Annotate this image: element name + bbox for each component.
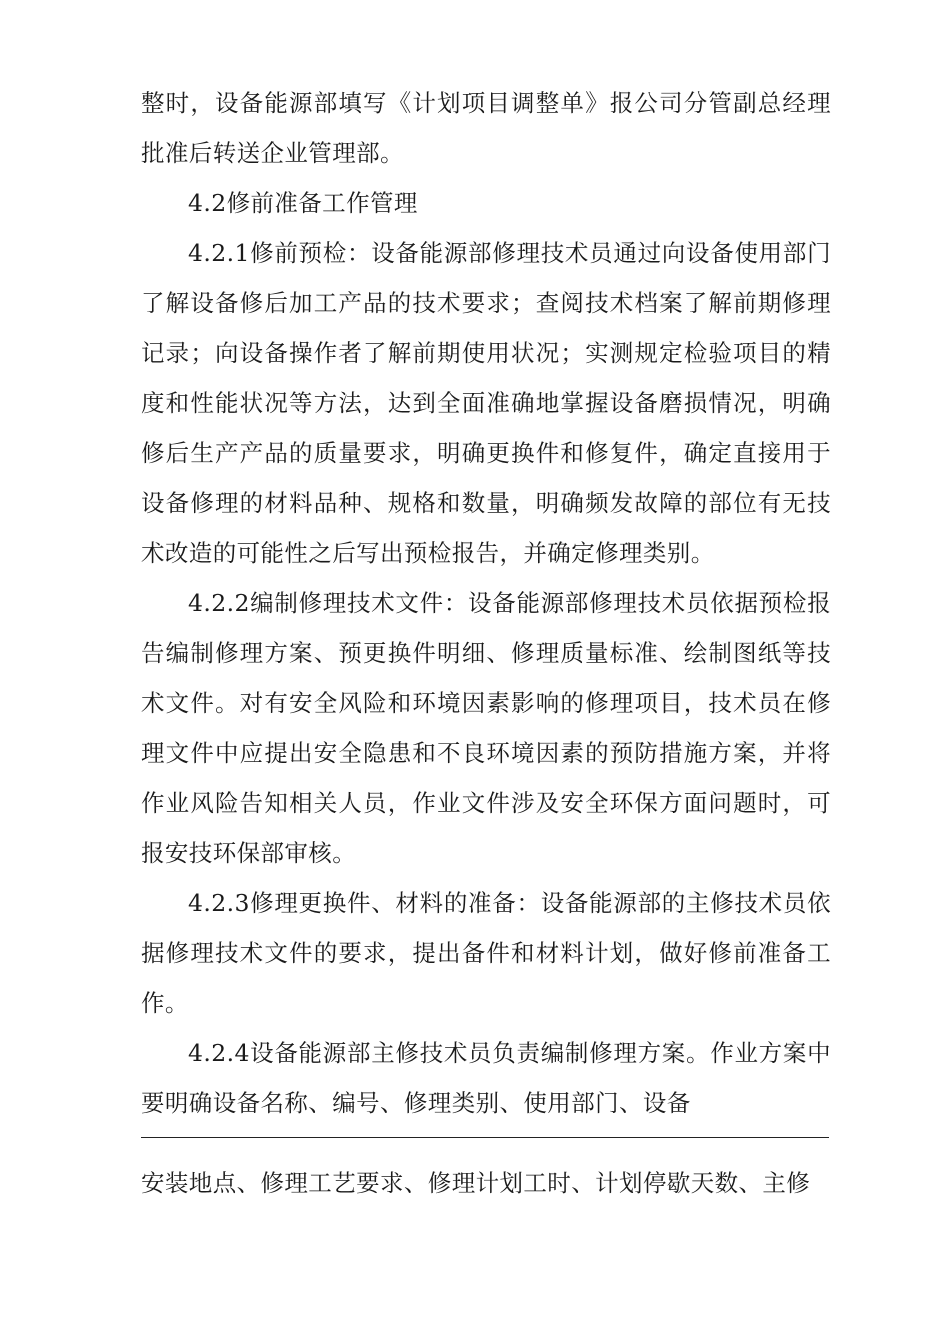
- document-body: [141, 78, 831, 1128]
- paragraph-4-2-1: 4.2.1修前预检：设备能源部修理技术员通过向设备使用部门了解设备修后加工产品的技术要求；查阅技术档案了解前期修理记录；向设备操作者了解前期使用状况；实测规定检验项目的精度和性能状况等方法，达到全面准确地掌握设备磨损情况，明确修后生产产品的质量要求，明确更换件和修复件，确定直接用于设备修理的材料品种、规格和数量，明确频发故障的部位有无技术改造的可能性之后写出预检报告，并确定修理类别。: [141, 239, 831, 567]
- paragraph-4-2-4: 4.2.4设备能源部主修技术员负责编制修理方案。作业方案中要明确设备名称、编号、修理类别、使用部门、设备: [141, 1039, 831, 1117]
- paragraph-continuation: 整时，设备能源部填写《计划项目调整单》报公司分管副总经理批准后转送企业管理部。: [141, 89, 831, 167]
- next-page-continuation: 安装地点、修理工艺要求、修理计划工时、计划停歇天数、主修: [141, 1169, 811, 1197]
- paragraph-4-2-2: 4.2.2编制修理技术文件：设备能源部修理技术员依据预检报告编制修理方案、预更换件明细、修理质量标准、绘制图纸等技术文件。对有安全风险和环境因素影响的修理项目，技术员在修理文件中应提出安全隐患和不良环境因素的预防措施方案，并将作业风险告知相关人员，作业文件涉及安全环保方面问题时，可报安技环保部审核。: [141, 589, 831, 867]
- section-heading-4-2: 4.2修前准备工作管理: [188, 189, 418, 217]
- page-divider: [141, 1137, 829, 1138]
- paragraph-4-2-3: 4.2.3修理更换件、材料的准备：设备能源部的主修技术员依据修理技术文件的要求，提出备件和材料计划，做好修前准备工作。: [141, 889, 831, 1017]
